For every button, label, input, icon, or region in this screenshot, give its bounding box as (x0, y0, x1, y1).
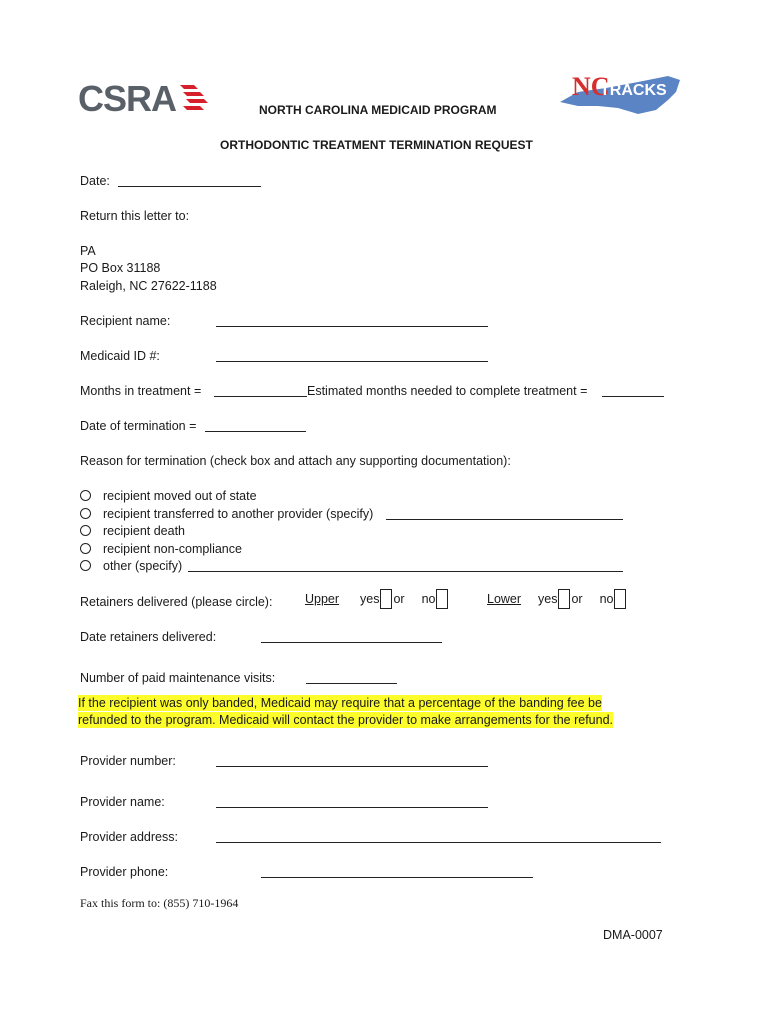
fax-instruction: Fax this form to: (855) 710-1964 (80, 896, 239, 910)
lower-or-label: or (571, 592, 583, 606)
program-title: NORTH CAROLINA MEDICAID PROGRAM (259, 103, 497, 117)
nctracks-logo (558, 70, 682, 120)
provider-number-label: Provider number: (80, 754, 176, 768)
reason-prompt: Reason for termination (check box and attach any supporting documentation): (80, 454, 511, 468)
reason-noncompliance-label: recipient non-compliance (103, 542, 242, 556)
upper-no-label: no (421, 592, 436, 606)
address-line-1: PA (80, 244, 96, 258)
address-line-3: Raleigh, NC 27622-1188 (80, 279, 217, 293)
provider-address-label: Provider address: (80, 830, 178, 844)
reason-radio-transferred[interactable] (80, 508, 91, 519)
recipient-name-label: Recipient name: (80, 314, 171, 328)
reason-transferred-label: recipient transferred to another provider (specify) (103, 507, 374, 521)
tracks-text: TRACKS (600, 82, 667, 99)
flag-stripes-icon (176, 83, 210, 115)
lower-no-checkbox[interactable] (614, 589, 626, 609)
nc-letters: NC (572, 72, 610, 101)
other-specify-field[interactable] (188, 571, 623, 572)
reason-moved-label: recipient moved out of state (103, 489, 257, 503)
banding-notice-line-2 (78, 713, 613, 727)
upper-label: Upper (305, 592, 340, 606)
form-id: DMA-0007 (603, 928, 663, 942)
reason-other-label: other (specify) (103, 559, 183, 573)
provider-name-field[interactable] (216, 807, 488, 808)
months-in-treatment-label: Months in treatment = (80, 384, 202, 398)
retainers-lower-group (487, 589, 627, 609)
upper-or-label: or (393, 592, 405, 606)
reason-radio-other[interactable] (80, 560, 91, 571)
maintenance-visits-label: Number of paid maintenance visits: (80, 671, 276, 685)
form-title: ORTHODONTIC TREATMENT TERMINATION REQUEST (220, 138, 533, 152)
lower-yes-checkbox[interactable] (558, 589, 570, 609)
medicaid-id-label: Medicaid ID #: (80, 349, 160, 363)
date-label: Date: (80, 174, 110, 188)
date-retainers-label: Date retainers delivered: (80, 630, 217, 644)
provider-phone-label: Provider phone: (80, 865, 169, 879)
maintenance-visits-field[interactable] (306, 683, 397, 684)
medicaid-id-field[interactable] (216, 361, 488, 362)
reason-radio-moved[interactable] (80, 490, 91, 501)
lower-yes-label: yes (538, 592, 558, 606)
date-of-termination-field[interactable] (205, 431, 306, 432)
csra-logo-text: CSRA (78, 78, 177, 119)
upper-yes-checkbox[interactable] (380, 589, 392, 609)
transferred-specify-field[interactable] (386, 519, 623, 520)
upper-yes-label: yes (360, 592, 380, 606)
retainers-label: Retainers delivered (please circle): (80, 595, 273, 609)
provider-name-label: Provider name: (80, 795, 165, 809)
months-in-treatment-field[interactable] (214, 396, 307, 397)
date-field[interactable] (118, 186, 261, 187)
banding-notice-line-1 (78, 696, 602, 710)
provider-phone-field[interactable] (261, 877, 533, 878)
address-line-2: PO Box 31188 (80, 261, 161, 275)
provider-address-field[interactable] (216, 842, 661, 843)
reason-radio-noncompliance[interactable] (80, 543, 91, 554)
lower-label: Lower (487, 592, 522, 606)
date-of-termination-label: Date of termination = (80, 419, 197, 433)
provider-number-field[interactable] (216, 766, 488, 767)
retainers-upper-group (305, 589, 449, 609)
notice-text-2: refunded to the program. Medicaid will contact the provider to make arrangements for the refund. (78, 713, 614, 727)
csra-logo (78, 78, 210, 120)
estimated-months-field[interactable] (602, 396, 664, 397)
reason-radio-death[interactable] (80, 525, 91, 536)
reason-death-label: recipient death (103, 524, 186, 538)
estimated-months-label: Estimated months needed to complete treatment = (307, 384, 588, 398)
recipient-name-field[interactable] (216, 326, 488, 327)
return-to-label: Return this letter to: (80, 209, 190, 223)
upper-no-checkbox[interactable] (436, 589, 448, 609)
notice-text-1: If the recipient was only banded, Medicaid may require that a percentage of the banding fee be (78, 696, 602, 710)
lower-no-label: no (599, 592, 614, 606)
date-retainers-field[interactable] (261, 642, 442, 643)
